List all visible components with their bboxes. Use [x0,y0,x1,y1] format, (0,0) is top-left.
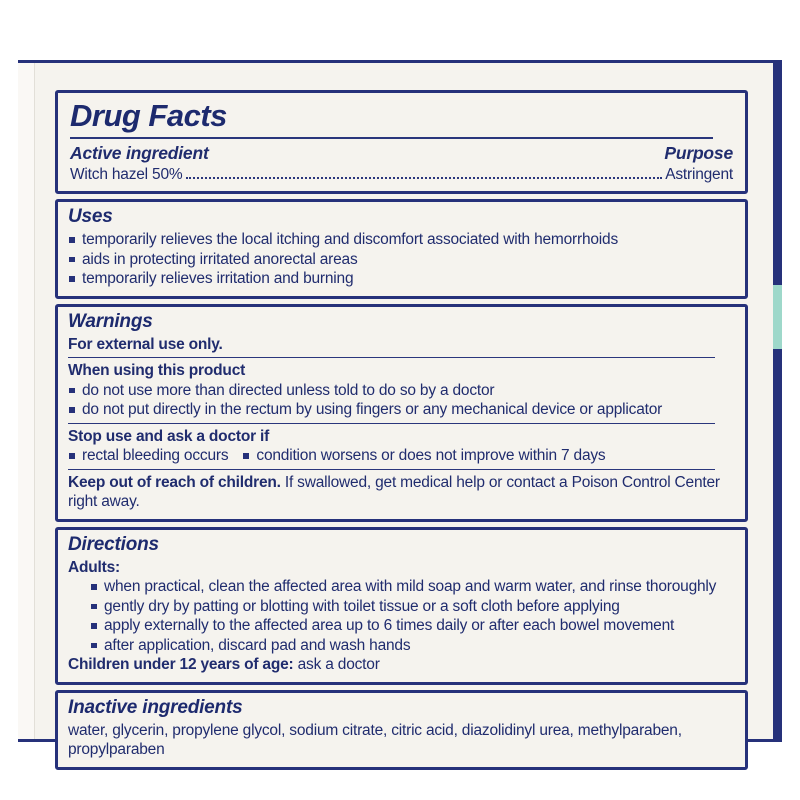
drug-facts-header-section [55,90,748,194]
ingredient-row [70,166,733,184]
warnings-divider [68,423,715,424]
active-ingredient-heading: Active ingredient [70,143,209,163]
active-ingredient-header-row [70,143,733,164]
uses-list [68,230,735,289]
dotted-leader [186,177,662,179]
stop-use-list [68,446,735,466]
purpose-value: Astringent [665,166,733,183]
uses-section [55,199,748,299]
adults-label: Adults: [68,558,120,576]
children-direction-text: ask a doctor [297,656,380,673]
warnings-divider [68,357,715,358]
warnings-heading: Warnings [68,310,153,332]
purpose-heading: Purpose [664,143,733,163]
warnings-section [55,304,748,522]
box-right-edge [773,63,782,739]
directions-heading: Directions [68,533,159,555]
stop-use-item: condition worsens or does not improve within 7 days [242,446,605,466]
directions-item: gently dry by patting or blotting with toilet tissue or a soft cloth before applying [90,597,735,617]
directions-section [55,527,748,685]
keep-out-of-reach-statement [68,473,735,512]
warnings-divider [68,469,715,470]
inactive-ingredients-text: water, glycerin, propylene glycol, sodium citrate, citric acid, diazolidinyl urea, methylparaben, propylparaben [68,721,682,758]
keep-out-text: If swallowed, get medical help or contact a Poison Control Center right away. [68,473,720,510]
inactive-ingredients-section [55,690,748,770]
when-using-item: do not use more than directed unless told to do so by a doctor [68,381,735,401]
children-direction [68,655,735,675]
product-box [18,60,782,758]
stop-use-item: rectal bleeding occurs [68,446,228,466]
directions-item: apply externally to the affected area up to 6 times daily or after each bowel movement [90,616,735,636]
drug-facts-title: Drug Facts [70,98,227,133]
uses-item: aids in protecting irritated anorectal areas [68,250,735,270]
directions-list [90,577,735,655]
title-divider [70,137,713,139]
keep-out-bold: Keep out of reach of children. [68,473,281,491]
external-use-statement: For external use only. [68,335,223,353]
drug-facts-panel [55,90,748,775]
box-left-fold-edge [18,63,35,739]
uses-item: temporarily relieves irritation and burning [68,269,735,289]
directions-item: when practical, clean the affected area with mild soap and warm water, and rinse thoroughly [90,577,735,597]
uses-item: temporarily relieves the local itching and discomfort associated with hemorrhoids [68,230,735,250]
stop-use-heading: Stop use and ask a doctor if [68,427,270,445]
ingredient-name: Witch hazel 50% [70,166,183,183]
when-using-list [68,381,735,420]
children-direction-bold: Children under 12 years of age: [68,656,294,673]
uses-heading: Uses [68,206,113,227]
when-using-heading: When using this product [68,362,246,379]
when-using-item: do not put directly in the rectum by using fingers or any mechanical device or applicator [68,400,735,420]
teal-accent-band [773,285,782,349]
inactive-ingredients-heading: Inactive ingredients [68,696,243,718]
directions-item: after application, discard pad and wash hands [90,636,735,656]
